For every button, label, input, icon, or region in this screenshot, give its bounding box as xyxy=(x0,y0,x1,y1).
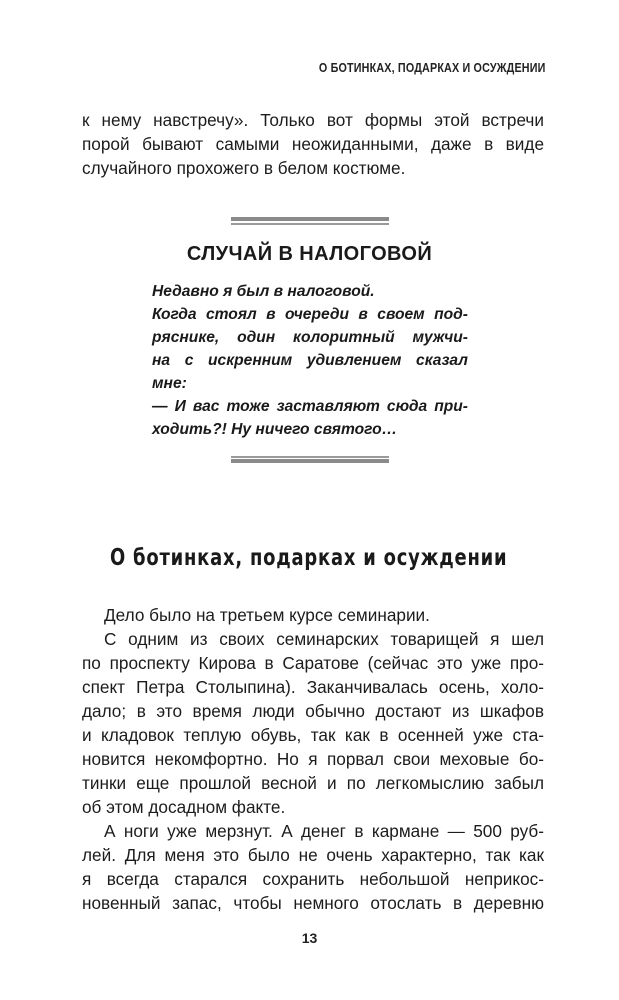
body-line: Дело было на третьем курсе семинарии. xyxy=(104,605,430,625)
quote-line: ходить?! Ну ничего святого… xyxy=(152,421,398,438)
body-line: об этом досадном факте. xyxy=(82,797,286,817)
body-line: новенный запас, чтобы немного отослать в деревню xyxy=(82,893,544,913)
page-number: 13 xyxy=(301,930,318,946)
body-line: лей. Для меня это было не очень характерно, так как xyxy=(82,845,544,865)
chapter-title: О ботинках, подарках и осуждении xyxy=(110,545,508,571)
quote-line: Когда стоял в очереди в своем под- xyxy=(152,306,468,323)
box-bottom-rule xyxy=(231,456,389,465)
body-line: дало; в это время люди обычно достают из шкафов xyxy=(82,701,544,721)
body-line: С одним из своих семинарских товарищей я шел xyxy=(104,629,544,649)
body-line: по проспекту Кирова в Саратове (сейчас это уже про- xyxy=(82,653,544,673)
quote-line: мне: xyxy=(152,375,187,392)
running-head: О БОТИНКАХ, ПОДАРКАХ И ОСУЖДЕНИИ xyxy=(319,61,546,75)
body-line: и кладовок теплую обувь, так как в осенней уже ста- xyxy=(82,725,544,745)
body-line: новится некомфортно. Но я порвал свои меховые бо- xyxy=(82,749,544,769)
intro-line: порой бывают самыми неожиданными, даже в виде xyxy=(82,134,544,154)
quote-line: на с искренним удивлением сказал xyxy=(152,352,468,369)
quote-line: — И вас тоже заставляют сюда при- xyxy=(152,398,468,415)
intro-line: случайного прохожего в белом костюме. xyxy=(82,158,406,178)
body-line: А ноги уже мерзнут. А денег в кармане — 500 руб- xyxy=(104,821,544,841)
quote-line: ряснике, один колоритный мужчи- xyxy=(152,329,468,346)
body-line: я всегда старался сохранить небольшой неприкос- xyxy=(82,869,544,889)
body-line: спект Петра Столыпина). Заканчивалась осень, холо- xyxy=(82,677,544,697)
quote-line: Недавно я был в налоговой. xyxy=(152,283,375,300)
intro-line: к нему навстречу». Только вот формы этой встречи xyxy=(82,110,544,130)
box-top-rule xyxy=(231,217,389,226)
box-title: СЛУЧАЙ В НАЛОГОВОЙ xyxy=(186,243,433,265)
body-line: тинки еще прошлой весной и по легкомыслию забыл xyxy=(82,773,544,793)
